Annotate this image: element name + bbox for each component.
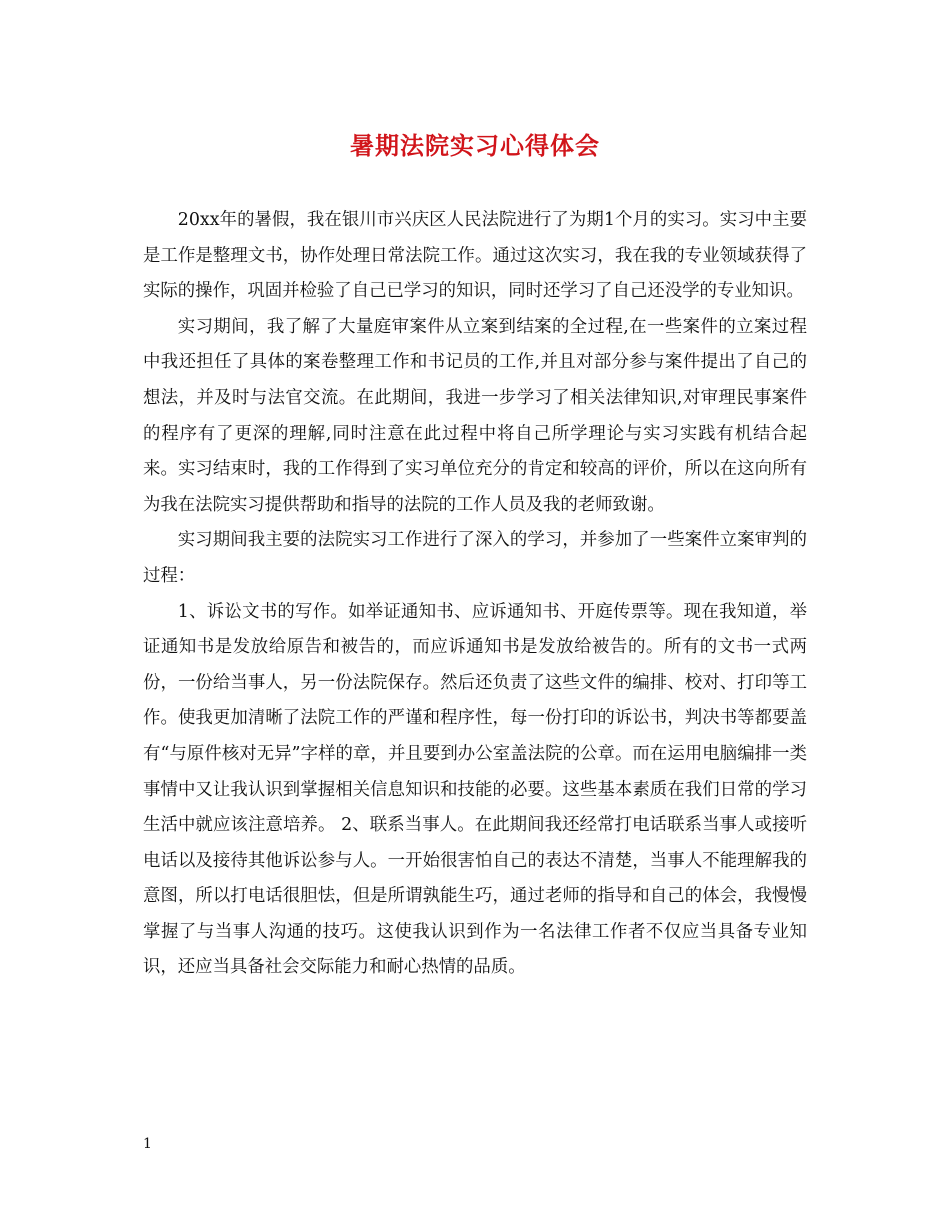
paragraph-intro: 20xx年的暑假，我在银川市兴庆区人民法院进行了为期1个月的实习。实习中主要是工作是整理文书，协作处理日常法院工作。通过这次实习，我在我的专业领域获得了实际的操作，巩固并检验了自己已学习的知识，同时还学习了自己还没学的专业知识。 [143, 210, 807, 302]
paragraph-work-overview: 实习期间我主要的法院实习工作进行了深入的学习，并参加了一些案件立案审判的过程： [143, 530, 807, 586]
document-title: 暑期法院实习心得体会 [350, 131, 600, 160]
paragraph-internship-period: 实习期间，我了解了大量庭审案件从立案到结案的全过程,在一些案件的立案过程中我还担任了具体的案卷整理工作和书记员的工作,并且对部分参与案件提出了自己的想法，并及时与法官交流。在此期间，我进一步学习了相关法律知识,对审理民事案件的程序有了更深的理解,同时注意在此过程中将自己所学理论与实习实践有机结合起来。实习结束时，我的工作得到了实习单位充分的肯定和较高的评价，所以在这向所有为我在法院实习提供帮助和指导的法院的工作人员及我的老师致谢。 [143, 316, 807, 515]
document-body [143, 203, 807, 986]
page-number: 1 [143, 1136, 152, 1152]
paragraph-work-details: 1、诉讼文书的写作。如举证通知书、应诉通知书、开庭传票等。现在我知道，举证通知书是发放给原告和被告的，而应诉通知书是发放给被告的。所有的文书一式两份，一份给当事人，另一份法院保存。然后还负责了这些文件的编排、校对、打印等工作。使我更加清晰了法院工作的严谨和程序性，每一份打印的诉讼书，判决书等都要盖有“与原件核对无异”字样的章，并且要到办公室盖法院的公章。而在运用电脑编排一类事情中又让我认识到掌握相关信息知识和技能的必要。这些基本素质在我们日常的学习生活中就应该注意培养。 2、联系当事人。在此期间我还经常打电话联系当事人或接听电话以及接待其他诉讼参与人。一开始很害怕自己的表达不清楚，当事人不能理解我的意图，所以打电话很胆怯，但是所谓孰能生巧，通过老师的指导和自己的体会，我慢慢掌握了与当事人沟通的技巧。这使我认识到作为一名法律工作者不仅应当具备专业知识，还应当具备社会交际能力和耐心热情的品质。 [143, 601, 807, 978]
